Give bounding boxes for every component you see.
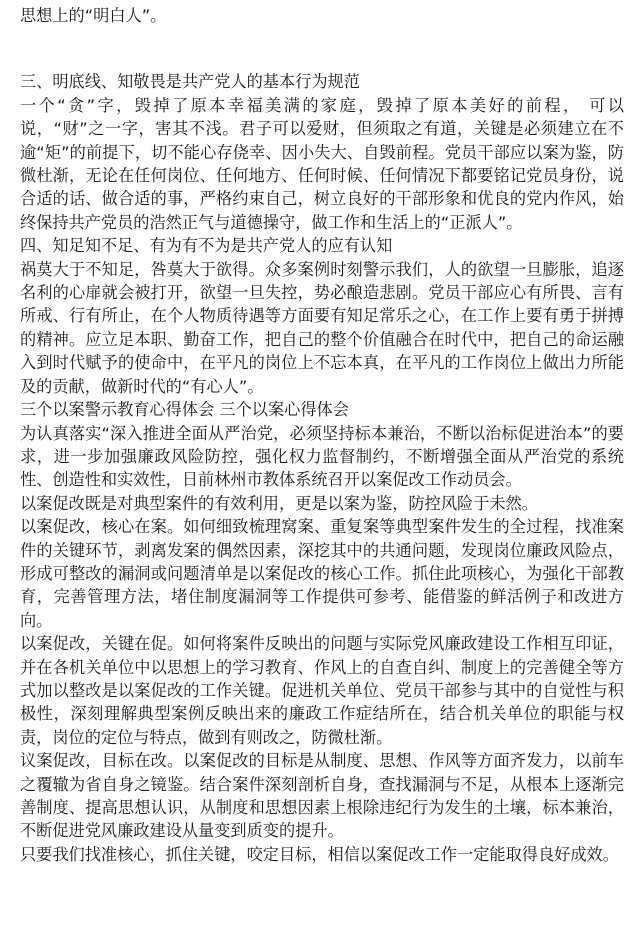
intro-tail: 思想上的“明白人”。 [20, 6, 167, 25]
section-body-4: 祸莫大于不知足，咎莫大于欲得。众多案例时刻警示我们，人的欲望一旦膨胀，追逐名利的心扉就会被打开，欲望一旦失控，势必酿造悲剧。党员干部应心有所畏、言有所戒、行有所止，在个人物质待遇等方面要有知足常乐之心，在工作上要有勇于拼搏的精神。应立足本职、勤奋工作，把自己的整个价值融合在时代中，把自己的命运融入到时代赋予的使命中，在平凡的岗位上不忘本真，在平凡的工作岗位上做出力所能及的贡献，做新时代的“有心人”。 [20, 259, 624, 396]
spacer [20, 27, 624, 70]
article-title: 三个以案警示教育心得体会 三个以案心得体会 [20, 400, 349, 420]
paragraph: 以案促改，关键在促。如何将案件反映出的问题与实际党风廉政建设工作相互印证，并在各机关单位中以思想上的学习教育、作风上的自查自纠、制度上的完善健全等方式加以整改是以案促改的工作关键。促进机关单位、党员干部参与其中的自觉性与积极性，深刻理解典型案例反映出来的廉政工作症结所在，结合机关单位的职能与权责，岗位的定位与特点，做到有则改之，防微杜渐。 [20, 634, 624, 747]
section-heading-4: 四、知足知不足、有为有不为是共产党人的应有认知 [20, 236, 393, 256]
paragraph: 以案促改，核心在案。如何细致梳理窝案、重复案等典型案件发生的全过程，找准案件的关键环节，剥离发案的偶然因素，深挖其中的共通问题，发现岗位廉政风险点，形成可整改的漏洞或问题清单是以案促改的核心工作。抓住此项核心，为强化干部教育，完善管理方法，堵住制度漏洞等工作提供可参考、能借鉴的鲜活例子和改进方向。 [20, 517, 624, 630]
paragraph: 议案促改，目标在改。以案促改的目标是从制度、思想、作风等方面齐发力，以前车之覆辙为省自身之镜鉴。结合案件深刻剖析自身，查找漏洞与不足，从根本上逐渐完善制度、提高思想认识，从制度和思想因素上根除违纪行为发生的土壤，标本兼治，不断促进党风廉政建设从量变到质变的提升。 [20, 751, 624, 841]
paragraph: 以案促改既是对典型案件的有效利用，更是以案为鉴，防控风险于未然。 [20, 493, 538, 513]
document-body [20, 4, 624, 866]
paragraph: 只要我们找准核心，抓住关键，咬定目标，相信以案促改工作一定能取得良好成效。 [20, 844, 619, 864]
section-body-3: 一个“贪”字，毁掉了原本幸福美满的家庭，毁掉了原本美好的前程， 可以说，“财”之一字，害其不浅。君子可以爱财，但须取之有道，关键是必须建立在不逾“矩”的前提下，切不能心存侥幸、因小失大、自毁前程。党员干部应以案为鉴，防微杜渐，无论在任何岗位、任何地方、任何时候、任何情况下都要铭记党员身份，说合适的话、做合适的事，严格约束自己，树立良好的干部形象和优良的党内作风，始终保持共产党员的浩然正气与道德操守，做工作和生活上的“正派人”。 [20, 95, 624, 232]
paragraph: 为认真落实“深入推进全面从严治党，必须坚持标本兼治，不断以治标促进治本”的要求，进一步加强廉政风险防控，强化权力监督制约，不断增强全面从严治党的系统性、创造性和实效性，日前林州市教体系统召开以案促改工作动员会。 [20, 423, 624, 490]
section-heading-3: 三、明底线、知敬畏是共产党人的基本行为规范 [20, 72, 360, 92]
